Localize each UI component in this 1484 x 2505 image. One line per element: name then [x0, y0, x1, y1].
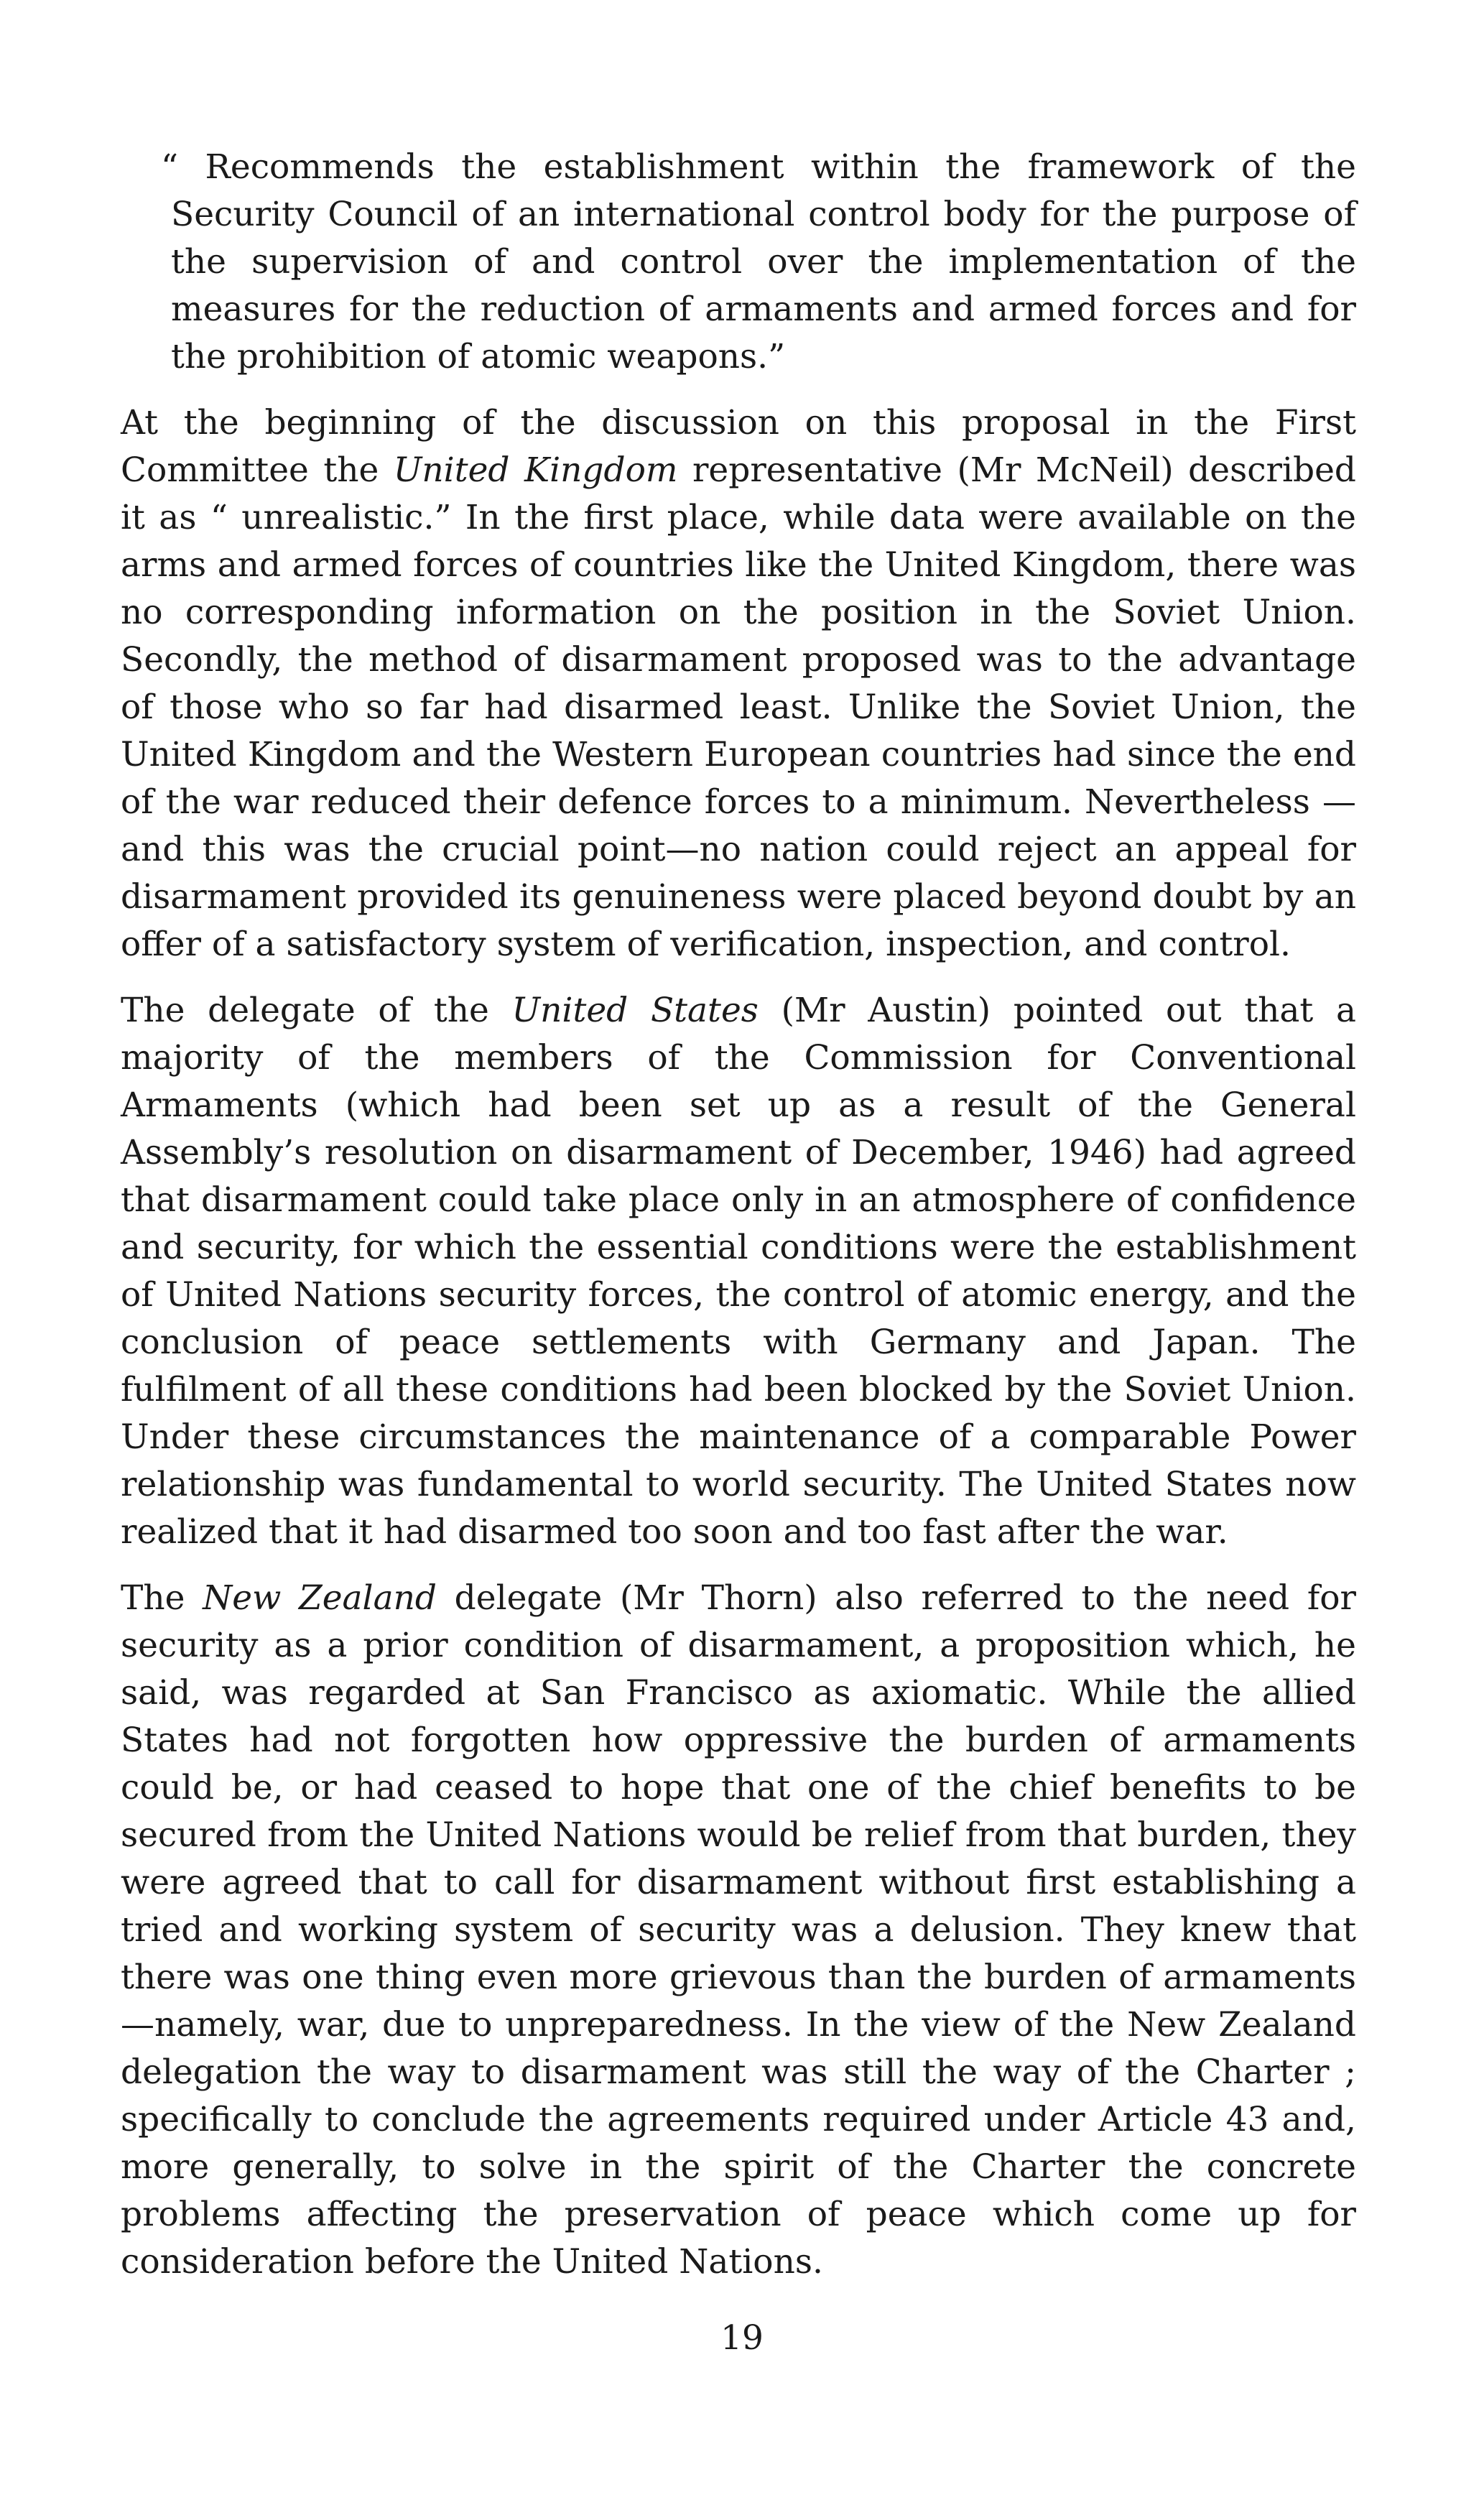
quoted-resolution: “ Recommends the establishment within the framework of the Security Council of an international control body for the purpose of the supervision of and control over the implementation of the measures for the reduction of armaments and armed forces and for the prohibition of atomic weapons.”	[161, 147, 1356, 376]
paragraph-text: At the beginning of the discussion on this proposal in the First Committee the	[121, 403, 1356, 490]
country-name: New Zealand	[203, 1578, 437, 1618]
paragraph-united-kingdom	[121, 399, 1356, 968]
paragraph-text: The delegate of the	[121, 991, 512, 1030]
paragraph-text: (Mr Austin) pointed out that a majority of the members of the Commission for Conventional Armaments (which had been set up as a result of the General Assembly’s resolution on disarmament of December, 1946) had agreed that disarmament could take place only in an atmosphere of confidence and security, for which the essential conditions were the establishment of United Nations security forces, the control of atomic energy, and the conclusion of peace settlements with Germany and Japan. The fulfilment of all these conditions had been blocked by the Soviet Union. Under these circumstances the maintenance of a comparable Power relationship was fundamental to world security. The United States now realized that it had disarmed too soon and too fast after the war.	[121, 991, 1356, 1552]
paragraph-united-states	[121, 987, 1356, 1556]
country-name: United States	[511, 991, 759, 1030]
paragraph-new-zealand	[121, 1575, 1356, 2286]
page-number: 19	[720, 2318, 764, 2358]
country-name: United Kingdom	[393, 450, 678, 490]
paragraph-text: The	[121, 1578, 203, 1618]
paragraph-text: delegate (Mr Thorn) also referred to the need for security as a prior condition of disarmament, a proposition which, he said, was regarded at San Francisco as axiomatic. While the allied States had not forgotten how oppressive the burden of armaments could be, or had ceased to hope that one of the chief benefits to be secured from the United Nations would be relief from that burden, they were agreed that to call for disarmament without first establishing a tried and working system of security was a delusion. They knew that there was one thing even more grievous than the burden of armaments—namely, war, due to unpreparedness. In the view of the New Zealand delegation the way to disarmament was still the way of the Charter ; specifically to conclude the agreements required under Article 43 and, more generally, to solve in the spirit of the Charter the concrete problems affecting the preservation of peace which come up for consideration before the United Nations.	[121, 1578, 1356, 2282]
document-page	[121, 144, 1356, 2286]
paragraph-text: representative (Mr McNeil) described it as “ unrealistic.” In the first place, while data were available on the arms and armed forces of countries like the United Kingdom, there was no corresponding information on the position in the Soviet Union. Secondly, the method of disarmament proposed was to the advantage of those who so far had disarmed least. Unlike the Soviet Union, the United Kingdom and the Western European countries had since the end of the war reduced their defence forces to a minimum. Nevertheless —and this was the crucial point—no nation could reject an appeal for disarmament provided its genuineness were placed beyond doubt by an offer of a satisfactory system of verification, inspection, and control.	[121, 450, 1357, 964]
